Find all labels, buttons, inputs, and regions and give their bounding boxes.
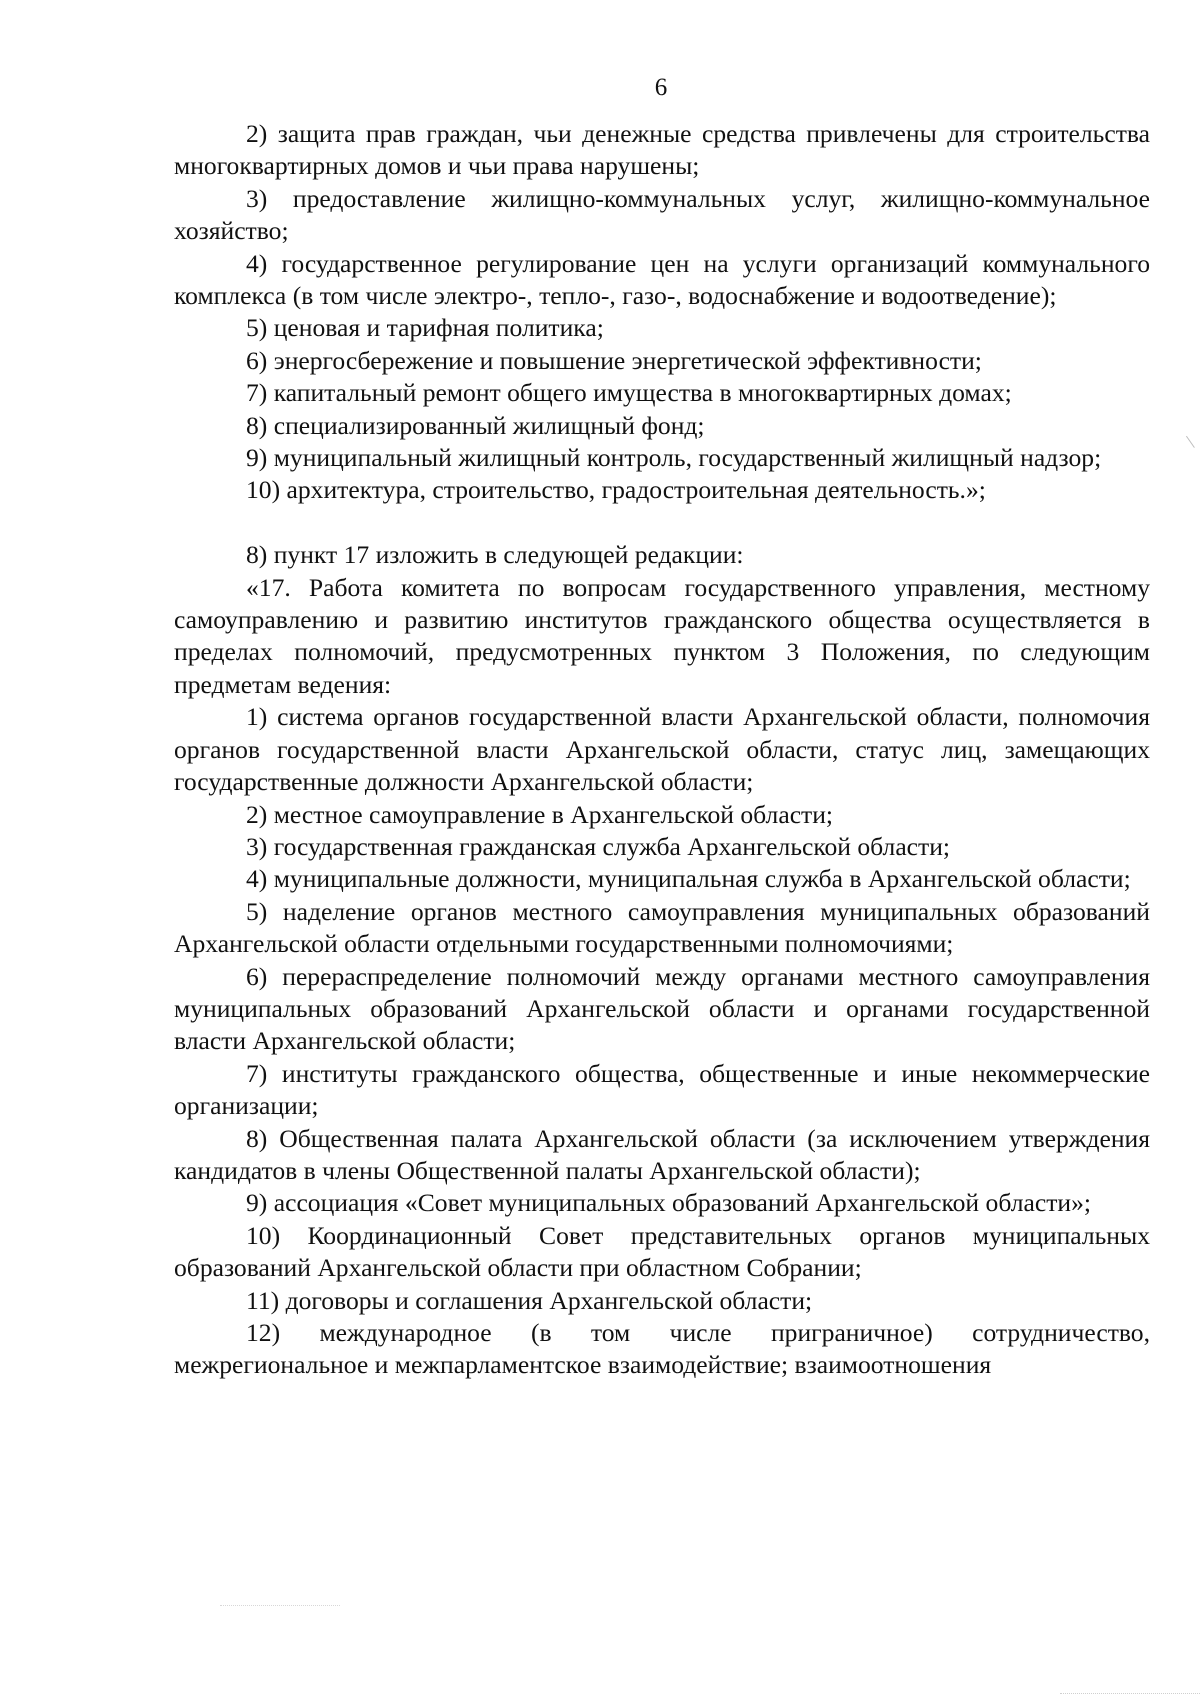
clause-17-item-12: 12) международное (в том числе приграничное) сотрудничество, межрегиональное и межпарламентское взаимодействие; взаимоотношения xyxy=(174,1318,1150,1380)
paragraph-item-5: 5) ценовая и тарифная политика; xyxy=(246,313,604,343)
clause-17-item-6: 6) перераспределение полномочий между органами местного самоуправления муниципальных образований Архангельской области и органами государственной власти Архангельской области; xyxy=(174,961,1150,1056)
clause-17-item-5: 5) наделение органов местного самоуправления муниципальных образований Архангельской области отдельными государственными полномочиями; xyxy=(174,896,1150,959)
clause-17-intro: «17. Работа комитета по вопросам государственного управления, местному самоуправлению и развитию институтов гражданского общества осуществляется в пределах полномочий, предусмотренных пунктом 3 Положения, по следующим предметам ведения: xyxy=(174,572,1150,699)
page-number-text: 6 xyxy=(654,74,668,101)
clause-17-item-3: 3) государственная гражданская служба Архангельской области; xyxy=(246,831,951,861)
paragraph-item-2: 2) защита прав граждан, чьи денежные средства привлечены для строительства многоквартирных домов и чьи права нарушены; xyxy=(174,119,1150,181)
clause-17-item-4: 4) муниципальные должности, муниципальная служба в Архангельской области; xyxy=(246,864,1131,894)
paragraph-item-3: 3) предоставление жилищно-коммунальных услуг, жилищно-коммунальное хозяйство; xyxy=(174,183,1150,246)
clause-17-item-11: 11) договоры и соглашения Архангельской области; xyxy=(246,1285,813,1315)
paragraph-item-6: 6) энергосбережение и повышение энергетической эффективности; xyxy=(246,345,982,375)
clause-17-item-9: 9) ассоциация «Совет муниципальных образований Архангельской области»; xyxy=(246,1188,1091,1218)
clause-17-item-8: 8) Общественная палата Архангельской области (за исключением утверждения кандидатов в члены Общественной палаты Архангельской области); xyxy=(174,1123,1150,1185)
page-number xyxy=(0,72,1200,104)
clause-17-item-10: 10) Координационный Совет представительных органов муниципальных образований Архангельской области при областном Собрании; xyxy=(174,1220,1150,1283)
amendment-item-8: 8) пункт 17 изложить в следующей редакции: xyxy=(246,540,744,570)
document-body xyxy=(174,118,1150,1382)
clause-17-item-1: 1) система органов государственной власти Архангельской области, полномочия органов государственной власти Архангельской области, статус лиц, замещающих государственные должности Архангельской области; xyxy=(174,702,1150,797)
paragraph-item-10: 10) архитектура, строительство, градостроительная деятельность.»; xyxy=(246,475,986,505)
paragraph-item-4: 4) государственное регулирование цен на услуги организаций коммунального комплекса (в том числе электро-, тепло-, газо-, водоснабжение и водоотведение); xyxy=(174,248,1150,311)
paragraph-item-8: 8) специализированный жилищный фонд; xyxy=(246,410,705,440)
paragraph-item-7: 7) капитальный ремонт общего имущества в многоквартирных домах; xyxy=(246,378,1012,408)
scan-artifact-mark xyxy=(1186,430,1200,448)
paragraph-item-9: 9) муниципальный жилищный контроль, государственный жилищный надзор; xyxy=(246,443,1102,473)
scan-artifact-dust xyxy=(220,1605,340,1607)
clause-17-item-2: 2) местное самоуправление в Архангельской области; xyxy=(246,799,834,829)
clause-17-item-7: 7) институты гражданского общества, общественные и иные некоммерческие организации; xyxy=(174,1058,1150,1121)
